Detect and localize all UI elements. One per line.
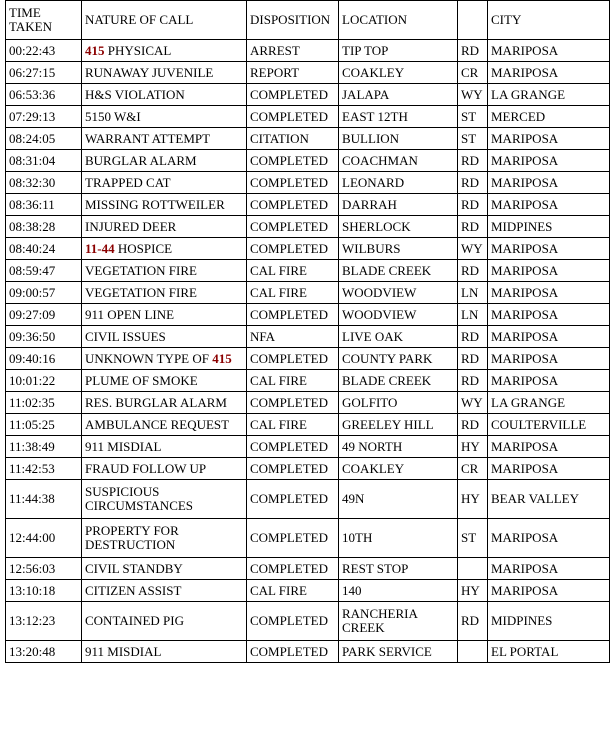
time-cell: 00:22:43 <box>6 40 82 62</box>
location-cell: 49N <box>339 480 458 519</box>
time-cell: 11:02:35 <box>6 392 82 414</box>
table-row <box>6 602 610 641</box>
disposition-cell: ARREST <box>247 40 339 62</box>
city-cell: MARIPOSA <box>488 558 610 580</box>
city-cell: MARIPOSA <box>488 150 610 172</box>
suffix-cell: HY <box>458 480 488 519</box>
location-cell: 140 <box>339 580 458 602</box>
time-cell: 06:53:36 <box>6 84 82 106</box>
header-city: CITY <box>488 1 610 40</box>
time-cell: 08:24:05 <box>6 128 82 150</box>
disposition-cell: CAL FIRE <box>247 414 339 436</box>
city-cell: BEAR VALLEY <box>488 480 610 519</box>
table-row <box>6 282 610 304</box>
location-cell: BLADE CREEK <box>339 370 458 392</box>
location-cell: GREELEY HILL <box>339 414 458 436</box>
location-cell: BULLION <box>339 128 458 150</box>
location-cell: LEONARD <box>339 172 458 194</box>
suffix-cell <box>458 641 488 663</box>
table-row <box>6 641 610 663</box>
nature-text: CIVIL ISSUES <box>85 328 166 344</box>
nature-text: SUSPICIOUS CIRCUMSTANCES <box>85 484 194 513</box>
header-suffix <box>458 1 488 40</box>
location-cell: GOLFITO <box>339 392 458 414</box>
city-cell: MARIPOSA <box>488 580 610 602</box>
time-cell: 13:12:23 <box>6 602 82 641</box>
location-cell: SHERLOCK <box>339 216 458 238</box>
time-cell: 12:56:03 <box>6 558 82 580</box>
nature-cell <box>82 282 247 304</box>
table-row <box>6 348 610 370</box>
city-cell: MARIPOSA <box>488 519 610 558</box>
disposition-cell: COMPLETED <box>247 150 339 172</box>
city-cell: MARIPOSA <box>488 172 610 194</box>
disposition-cell: COMPLETED <box>247 194 339 216</box>
city-cell: MARIPOSA <box>488 128 610 150</box>
nature-text: CIVIL STANDBY <box>85 560 183 576</box>
suffix-cell: LN <box>458 282 488 304</box>
table-row <box>6 62 610 84</box>
call-code: 11-44 <box>85 240 115 256</box>
nature-cell <box>82 558 247 580</box>
suffix-cell: WY <box>458 238 488 260</box>
nature-text: WARRANT ATTEMPT <box>85 130 211 146</box>
nature-cell <box>82 602 247 641</box>
nature-text: INJURED DEER <box>85 218 177 234</box>
disposition-cell: COMPLETED <box>247 304 339 326</box>
city-cell: MIDPINES <box>488 602 610 641</box>
nature-text: PHYSICAL <box>104 42 172 58</box>
disposition-cell: COMPLETED <box>247 602 339 641</box>
table-row <box>6 480 610 519</box>
suffix-cell: RD <box>458 172 488 194</box>
time-cell: 08:36:11 <box>6 194 82 216</box>
time-cell: 07:29:13 <box>6 106 82 128</box>
disposition-cell: COMPLETED <box>247 106 339 128</box>
suffix-cell: HY <box>458 580 488 602</box>
location-cell: TIP TOP <box>339 40 458 62</box>
nature-text: HOSPICE <box>114 240 173 256</box>
disposition-cell: COMPLETED <box>247 558 339 580</box>
table-row <box>6 370 610 392</box>
city-cell: MARIPOSA <box>488 40 610 62</box>
location-cell: WOODVIEW <box>339 282 458 304</box>
time-cell: 06:27:15 <box>6 62 82 84</box>
suffix-cell: WY <box>458 392 488 414</box>
table-row <box>6 150 610 172</box>
table-row <box>6 40 610 62</box>
table-row <box>6 216 610 238</box>
nature-cell <box>82 436 247 458</box>
suffix-cell: RD <box>458 602 488 641</box>
city-cell: LA GRANGE <box>488 84 610 106</box>
table-row <box>6 238 610 260</box>
nature-cell <box>82 480 247 519</box>
disposition-cell: CAL FIRE <box>247 260 339 282</box>
nature-cell <box>82 580 247 602</box>
time-cell: 09:36:50 <box>6 326 82 348</box>
time-cell: 12:44:00 <box>6 519 82 558</box>
nature-text: CITIZEN ASSIST <box>85 582 182 598</box>
time-cell: 11:38:49 <box>6 436 82 458</box>
city-cell: MARIPOSA <box>488 326 610 348</box>
city-cell: MARIPOSA <box>488 282 610 304</box>
disposition-cell: CAL FIRE <box>247 370 339 392</box>
suffix-cell: ST <box>458 128 488 150</box>
disposition-cell: COMPLETED <box>247 216 339 238</box>
nature-cell <box>82 216 247 238</box>
nature-text: UNKNOWN TYPE OF <box>85 350 213 366</box>
nature-text: 911 MISDIAL <box>85 438 162 454</box>
suffix-cell: LN <box>458 304 488 326</box>
location-cell: DARRAH <box>339 194 458 216</box>
suffix-cell: RD <box>458 216 488 238</box>
call-code: 415 <box>85 42 105 58</box>
time-cell: 11:44:38 <box>6 480 82 519</box>
table-row <box>6 106 610 128</box>
location-cell: WILBURS <box>339 238 458 260</box>
time-cell: 13:20:48 <box>6 641 82 663</box>
table-row <box>6 458 610 480</box>
suffix-cell: RD <box>458 326 488 348</box>
time-cell: 08:32:30 <box>6 172 82 194</box>
city-cell: COULTERVILLE <box>488 414 610 436</box>
table-row <box>6 172 610 194</box>
header-nature-of-call: NATURE OF CALL <box>82 1 247 40</box>
nature-cell <box>82 194 247 216</box>
suffix-cell: ST <box>458 519 488 558</box>
city-cell: MARIPOSA <box>488 238 610 260</box>
nature-text: 5150 W&I <box>85 108 141 124</box>
location-cell: 10TH <box>339 519 458 558</box>
disposition-cell: COMPLETED <box>247 436 339 458</box>
suffix-cell: RD <box>458 260 488 282</box>
disposition-cell: COMPLETED <box>247 172 339 194</box>
city-cell: MIDPINES <box>488 216 610 238</box>
location-cell: 49 NORTH <box>339 436 458 458</box>
time-cell: 09:40:16 <box>6 348 82 370</box>
disposition-cell: CAL FIRE <box>247 282 339 304</box>
suffix-cell: RD <box>458 414 488 436</box>
city-cell: MERCED <box>488 106 610 128</box>
call-log-table <box>5 0 610 663</box>
suffix-cell: RD <box>458 370 488 392</box>
city-cell: MARIPOSA <box>488 348 610 370</box>
nature-cell <box>82 172 247 194</box>
call-code: 415 <box>212 350 232 366</box>
nature-text: TRAPPED CAT <box>85 174 171 190</box>
time-cell: 08:40:24 <box>6 238 82 260</box>
table-row <box>6 194 610 216</box>
nature-cell <box>82 304 247 326</box>
table-body <box>6 40 610 663</box>
suffix-cell <box>458 558 488 580</box>
city-cell: MARIPOSA <box>488 370 610 392</box>
location-cell: JALAPA <box>339 84 458 106</box>
suffix-cell: CR <box>458 458 488 480</box>
header-time-taken: TIME TAKEN <box>6 1 82 40</box>
nature-text: 911 MISDIAL <box>85 643 162 659</box>
suffix-cell: WY <box>458 84 488 106</box>
nature-cell <box>82 370 247 392</box>
disposition-cell: COMPLETED <box>247 238 339 260</box>
location-cell: COUNTY PARK <box>339 348 458 370</box>
nature-cell <box>82 84 247 106</box>
nature-cell <box>82 128 247 150</box>
location-cell: EAST 12TH <box>339 106 458 128</box>
suffix-cell: RD <box>458 40 488 62</box>
table-row <box>6 436 610 458</box>
nature-cell <box>82 150 247 172</box>
nature-text: AMBULANCE REQUEST <box>85 416 230 432</box>
time-cell: 08:59:47 <box>6 260 82 282</box>
disposition-cell: COMPLETED <box>247 392 339 414</box>
header-disposition: DISPOSITION <box>247 1 339 40</box>
nature-text: RES. BURGLAR ALARM <box>85 394 227 410</box>
location-cell: REST STOP <box>339 558 458 580</box>
city-cell: MARIPOSA <box>488 436 610 458</box>
table-row <box>6 414 610 436</box>
table-row <box>6 558 610 580</box>
time-cell: 11:05:25 <box>6 414 82 436</box>
location-cell: RANCHERIA CREEK <box>339 602 458 641</box>
nature-text: RUNAWAY JUVENILE <box>85 64 214 80</box>
table-row <box>6 519 610 558</box>
city-cell: MARIPOSA <box>488 260 610 282</box>
time-cell: 09:00:57 <box>6 282 82 304</box>
nature-cell <box>82 40 247 62</box>
disposition-cell: CITATION <box>247 128 339 150</box>
disposition-cell: COMPLETED <box>247 84 339 106</box>
nature-text: BURGLAR ALARM <box>85 152 197 168</box>
disposition-cell: COMPLETED <box>247 348 339 370</box>
nature-cell <box>82 106 247 128</box>
location-cell: BLADE CREEK <box>339 260 458 282</box>
table-row <box>6 580 610 602</box>
time-cell: 13:10:18 <box>6 580 82 602</box>
time-cell: 11:42:53 <box>6 458 82 480</box>
nature-text: VEGETATION FIRE <box>85 284 197 300</box>
suffix-cell: ST <box>458 106 488 128</box>
suffix-cell: CR <box>458 62 488 84</box>
suffix-cell: HY <box>458 436 488 458</box>
city-cell: MARIPOSA <box>488 194 610 216</box>
nature-text: MISSING ROTTWEILER <box>85 196 225 212</box>
city-cell: EL PORTAL <box>488 641 610 663</box>
city-cell: MARIPOSA <box>488 458 610 480</box>
location-cell: PARK SERVICE <box>339 641 458 663</box>
disposition-cell: COMPLETED <box>247 641 339 663</box>
location-cell: COAKLEY <box>339 62 458 84</box>
nature-text: H&S VIOLATION <box>85 86 185 102</box>
nature-text: FRAUD FOLLOW UP <box>85 460 207 476</box>
time-cell: 08:38:28 <box>6 216 82 238</box>
nature-text: PLUME OF SMOKE <box>85 372 198 388</box>
nature-cell <box>82 62 247 84</box>
table-row <box>6 326 610 348</box>
nature-text: VEGETATION FIRE <box>85 262 197 278</box>
nature-cell <box>82 458 247 480</box>
disposition-cell: CAL FIRE <box>247 580 339 602</box>
city-cell: LA GRANGE <box>488 392 610 414</box>
table-row <box>6 84 610 106</box>
nature-text: CONTAINED PIG <box>85 613 184 628</box>
location-cell: COAKLEY <box>339 458 458 480</box>
table-row <box>6 260 610 282</box>
nature-cell <box>82 392 247 414</box>
nature-cell <box>82 348 247 370</box>
disposition-cell: REPORT <box>247 62 339 84</box>
nature-cell <box>82 238 247 260</box>
table-row <box>6 392 610 414</box>
table-row <box>6 304 610 326</box>
suffix-cell: RD <box>458 150 488 172</box>
nature-cell <box>82 414 247 436</box>
disposition-cell: COMPLETED <box>247 458 339 480</box>
disposition-cell: COMPLETED <box>247 480 339 519</box>
nature-text: PROPERTY FOR DESTRUCTION <box>85 523 179 552</box>
city-cell: MARIPOSA <box>488 304 610 326</box>
nature-text: 911 OPEN LINE <box>85 306 175 322</box>
city-cell: MARIPOSA <box>488 62 610 84</box>
nature-cell <box>82 326 247 348</box>
location-cell: COACHMAN <box>339 150 458 172</box>
disposition-cell: COMPLETED <box>247 519 339 558</box>
time-cell: 08:31:04 <box>6 150 82 172</box>
suffix-cell: RD <box>458 194 488 216</box>
nature-cell <box>82 641 247 663</box>
nature-cell <box>82 519 247 558</box>
header-location: LOCATION <box>339 1 458 40</box>
location-cell: WOODVIEW <box>339 304 458 326</box>
time-cell: 10:01:22 <box>6 370 82 392</box>
disposition-cell: NFA <box>247 326 339 348</box>
header-row <box>6 1 610 40</box>
location-cell: LIVE OAK <box>339 326 458 348</box>
table-row <box>6 128 610 150</box>
suffix-cell: RD <box>458 348 488 370</box>
time-cell: 09:27:09 <box>6 304 82 326</box>
nature-cell <box>82 260 247 282</box>
